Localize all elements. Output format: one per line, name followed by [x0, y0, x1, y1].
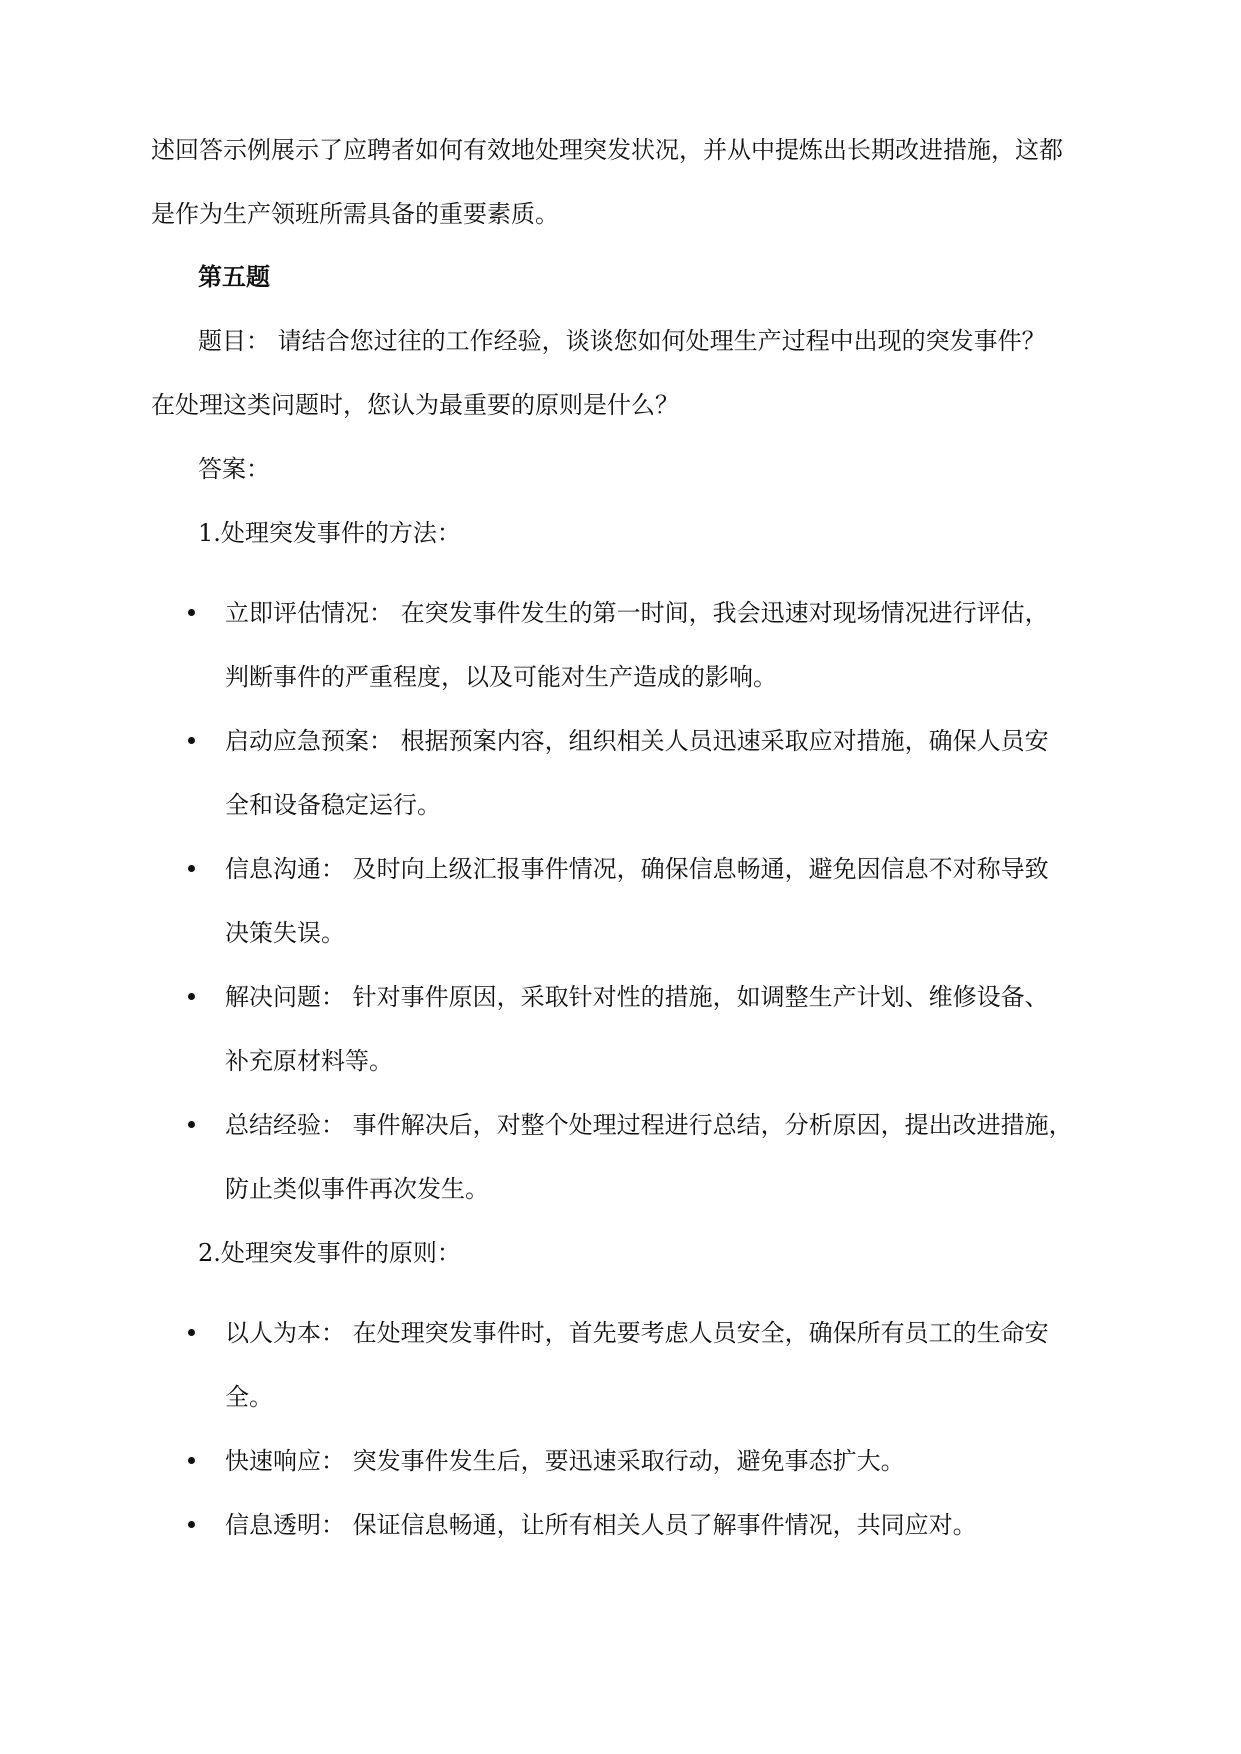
list-item-line: 解决问题： 针对事件原因，采取针对性的措施，如调整生产计划、维修设备、	[225, 983, 1049, 1011]
bullet-icon	[188, 737, 195, 744]
bullet-icon	[188, 1121, 195, 1128]
question-line-2: 在处理这类问题时，您认为最重要的原则是什么？	[151, 391, 679, 419]
list-item-line: 以人为本： 在处理突发事件时，首先要考虑人员安全，确保所有员工的生命安	[225, 1319, 1049, 1347]
list-item-line: 总结经验： 事件解决后，对整个处理过程进行总结，分析原因，提出改进措施，	[225, 1111, 1073, 1139]
bullet-icon	[188, 1329, 195, 1336]
list-item-line: 全。	[225, 1383, 273, 1411]
list-item-line: 启动应急预案： 根据预案内容，组织相关人员迅速采取应对措施，确保人员安	[225, 727, 1049, 755]
bullet-icon	[188, 993, 195, 1000]
section-title: 第五题	[198, 262, 270, 291]
question-line-1: 题目： 请结合您过往的工作经验，谈谈您如何处理生产过程中出现的突发事件？	[198, 327, 1046, 355]
list-item-line: 快速响应： 突发事件发生后，要迅速采取行动，避免事态扩大。	[225, 1447, 905, 1475]
intro-line-2: 是作为生产领班所需具备的重要素质。	[151, 200, 559, 228]
intro-line-1: 述回答示例展示了应聘者如何有效地处理突发状况，并从中提炼出长期改进措施，这都	[151, 136, 1063, 164]
part2-heading: 2.处理突发事件的原则：	[198, 1239, 461, 1267]
list-item-line: 全和设备稳定运行。	[225, 791, 441, 819]
list-item-line: 判断事件的严重程度，以及可能对生产造成的影响。	[225, 663, 777, 691]
list-item-line: 防止类似事件再次发生。	[225, 1175, 489, 1203]
list-item-line: 补充原材料等。	[225, 1047, 393, 1075]
list-item-line: 立即评估情况： 在突发事件发生的第一时间，我会迅速对现场情况进行评估，	[225, 599, 1049, 627]
answer-label: 答案：	[198, 455, 270, 483]
bullet-icon	[188, 609, 195, 616]
bullet-icon	[188, 1521, 195, 1528]
list-item-line: 信息沟通： 及时向上级汇报事件情况，确保信息畅通，避免因信息不对称导致	[225, 855, 1049, 883]
list-item-line: 信息透明： 保证信息畅通，让所有相关人员了解事件情况，共同应对。	[225, 1511, 977, 1539]
bullet-icon	[188, 865, 195, 872]
part1-heading: 1.处理突发事件的方法：	[198, 519, 461, 547]
bullet-icon	[188, 1457, 195, 1464]
list-item-line: 决策失误。	[225, 919, 345, 947]
